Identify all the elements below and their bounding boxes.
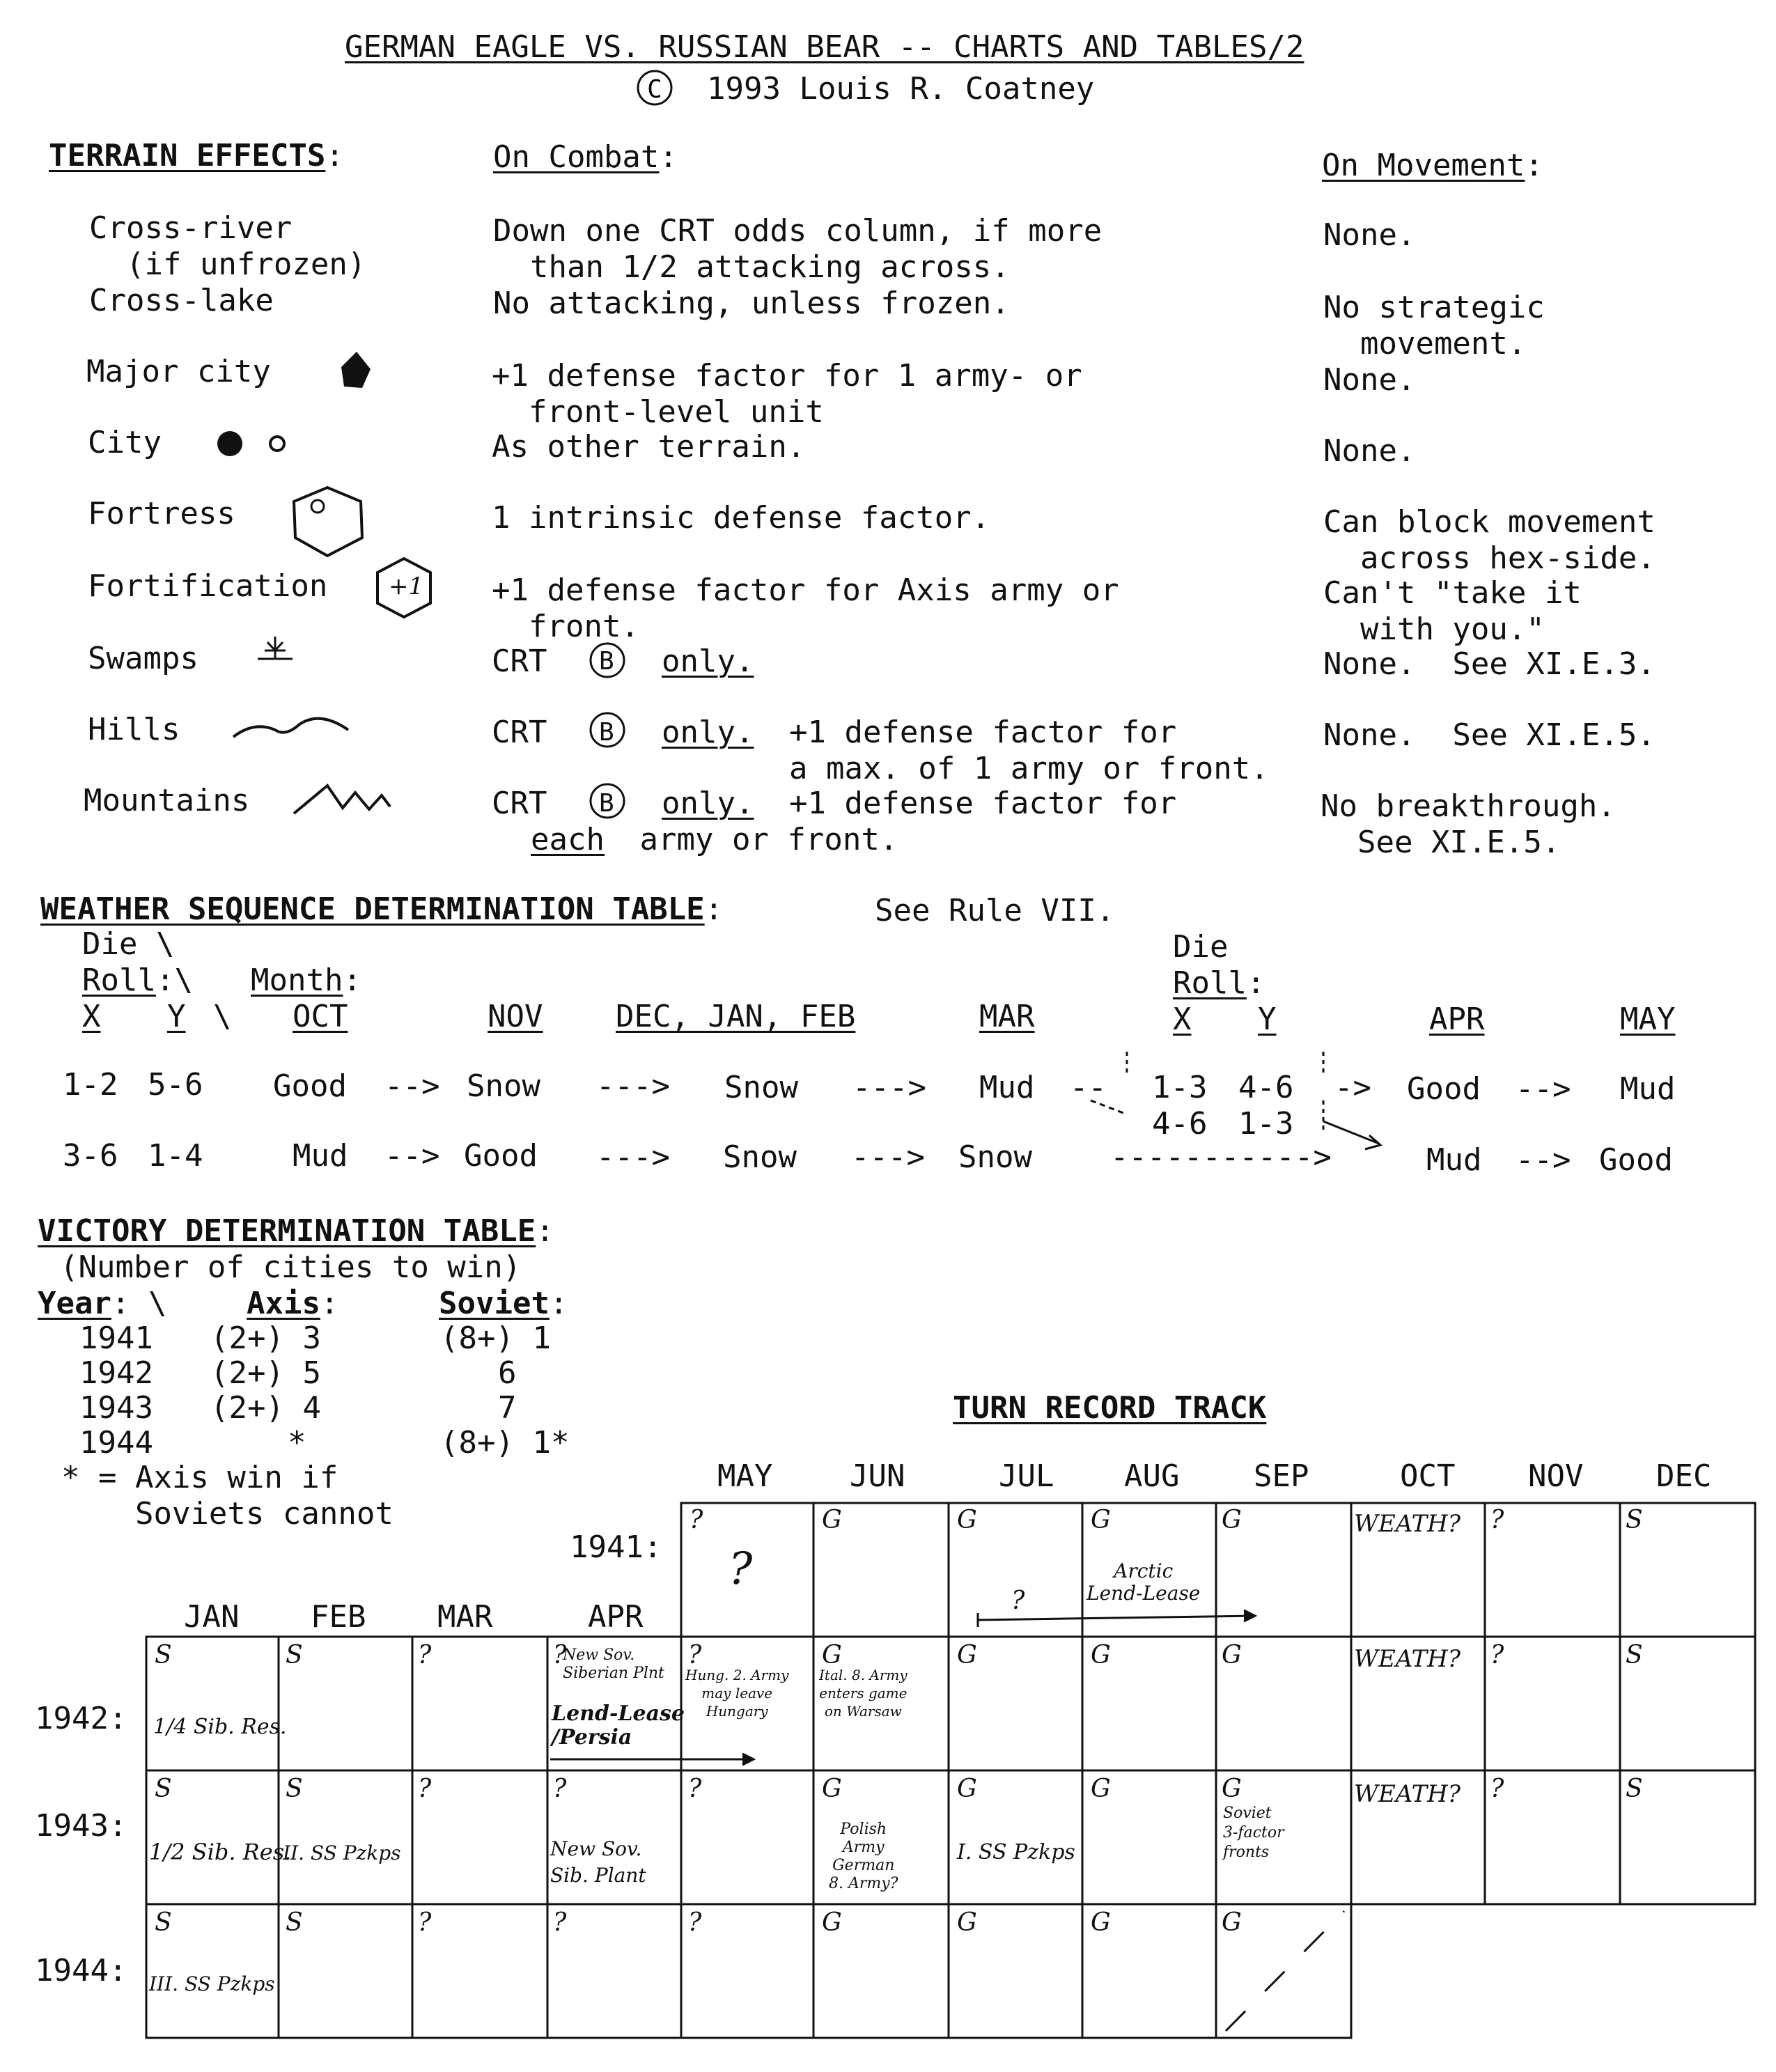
note-jul41: ? xyxy=(1011,1587,1025,1615)
cell-1941-sep: G xyxy=(1222,1506,1242,1534)
month-dec: DEC xyxy=(1656,1458,1712,1494)
cell-1944-jul: G xyxy=(957,1908,977,1937)
w2-arrow: ---> xyxy=(596,1139,670,1175)
note-apr42b: Lend-Lease /Persia xyxy=(552,1701,685,1750)
terrain-combat-mountains: +1 defense factor for xyxy=(752,786,1177,821)
swamps-only: only. xyxy=(662,644,754,679)
cell-1943-jul: G xyxy=(957,1775,977,1803)
victory-axis: (2+) 3 xyxy=(210,1321,321,1356)
terrain-move-cross-river: None. xyxy=(1323,217,1416,253)
w1-y2b: 1-3 xyxy=(1238,1106,1294,1142)
month-aug: AUG xyxy=(1124,1458,1180,1494)
city-ring-icon xyxy=(270,437,284,451)
w2-dec: Snow xyxy=(723,1139,797,1175)
w1-dec: Snow xyxy=(724,1070,798,1105)
w1-nov: Snow xyxy=(467,1068,540,1104)
weather-note: See Rule VII. xyxy=(875,893,1115,928)
cell-1944-apr: ? xyxy=(553,1908,567,1937)
w2-arrow: --> xyxy=(1516,1142,1571,1178)
w2-oct: Mud xyxy=(293,1138,348,1174)
mountains-icon xyxy=(294,786,390,813)
terrain-name-fortification: Fortification xyxy=(88,568,328,604)
fortification-plus-one: +1 xyxy=(389,572,424,600)
movement-heading: On Movement: xyxy=(1322,148,1543,183)
terrain-move-fortress: Can block movement across hex-side. xyxy=(1323,504,1656,576)
year-1942: 1942: xyxy=(35,1701,127,1736)
note-jan44: III. SS Pzkps xyxy=(149,1972,275,1995)
w2-arrow: ---> xyxy=(851,1139,925,1175)
cell-1943-oct: WEATH? xyxy=(1354,1780,1461,1808)
w1-x: 1-2 xyxy=(63,1067,118,1103)
hills-only: only. xyxy=(662,715,754,750)
circle-b-label: B xyxy=(599,789,614,818)
victory-axis: (2+) 4 xyxy=(210,1390,321,1426)
terrain-combat-cross-lake: No attacking, unless frozen. xyxy=(493,286,1010,321)
cell-1941-jul: G xyxy=(957,1506,977,1534)
cell-1943-nov: ? xyxy=(1490,1775,1504,1803)
weather-col-oct: OCT xyxy=(293,999,348,1034)
w2-apr: Mud xyxy=(1426,1142,1482,1178)
terrain-move-mountains: No breakthrough. See XI.E.5. xyxy=(1321,788,1616,860)
note-jul43: I. SS Pzkps xyxy=(957,1840,1075,1864)
w1-arrow: --> xyxy=(1516,1071,1571,1107)
w1-may: Mud xyxy=(1620,1071,1676,1107)
victory-axis-header: Axis: xyxy=(247,1286,339,1321)
cell-1942-feb: S xyxy=(286,1641,303,1669)
mountains-each: each xyxy=(531,822,605,857)
cell-1942-jun: G xyxy=(822,1641,842,1669)
weather-heading: WEATHER SEQUENCE DETERMINATION TABLE: xyxy=(40,891,724,927)
weather-x: X xyxy=(82,999,101,1034)
terrain-combat-hills-crt: CRT xyxy=(492,715,547,750)
w2-long-arrow: -----------> xyxy=(1110,1139,1332,1175)
note-arctic: Arctic Lend-Lease xyxy=(1086,1559,1201,1605)
month-oct: OCT xyxy=(1400,1458,1456,1494)
victory-year: 1943 xyxy=(79,1390,153,1426)
document-title: GERMAN EAGLE VS. RUSSIAN BEAR -- CHARTS AND TABLES/2 xyxy=(345,29,1304,65)
w1-arrow: ---> xyxy=(852,1070,926,1105)
victory-footnote: * = Axis win if Soviets cannot xyxy=(61,1460,394,1532)
weather-col-mar: MAR xyxy=(979,999,1035,1034)
cell-1942-jul: G xyxy=(957,1641,977,1669)
cell-1942-may: ? xyxy=(688,1641,702,1669)
terrain-move-fortification: Can't "take it with you." xyxy=(1323,575,1582,647)
note-apr42a: New Sov. Siberian Plnt xyxy=(563,1646,664,1682)
mountains-army-front: army or front. xyxy=(621,822,898,857)
terrain-combat-city: As other terrain. xyxy=(492,429,806,465)
w1-arrow: ---> xyxy=(596,1068,670,1104)
cell-1943-apr: ? xyxy=(553,1775,567,1803)
cell-1943-feb: S xyxy=(286,1775,303,1803)
w2-arrow: --> xyxy=(384,1138,440,1174)
terrain-name-fortress: Fortress xyxy=(88,496,235,531)
terrain-heading: TERRAIN EFFECTS: xyxy=(49,138,344,173)
cell-1943-jan: S xyxy=(155,1775,172,1803)
w1-arrow: --> xyxy=(384,1068,440,1104)
weather-die: Die \ xyxy=(82,926,175,962)
year-1944: 1944: xyxy=(35,1953,127,1988)
victory-subtitle: (Number of cities to win) xyxy=(60,1249,522,1285)
cell-1944-jun: G xyxy=(822,1908,842,1937)
w1-arrow: -- xyxy=(1070,1070,1107,1105)
major-city-icon xyxy=(341,352,371,388)
terrain-name-cross-lake: Cross-lake xyxy=(89,283,274,318)
turn-track-heading: TURN RECORD TRACK xyxy=(953,1390,1267,1426)
cell-1944-mar: ? xyxy=(418,1908,432,1937)
w1-x2a: 1-3 xyxy=(1152,1070,1208,1105)
terrain-move-hills: None. See XI.E.5. xyxy=(1323,717,1656,753)
note-jun43: Polish Army German 8. Army? xyxy=(829,1821,898,1892)
terrain-move-swamps: None. See XI.E.3. xyxy=(1323,646,1656,682)
month-jul: JUL xyxy=(999,1458,1054,1494)
circle-b-label: B xyxy=(599,718,614,747)
turn-track-grid xyxy=(146,1503,1755,2038)
cell-1942-dec: S xyxy=(1626,1641,1643,1669)
weather-col-nov: NOV xyxy=(488,999,543,1034)
weather-col-dec: DEC, JAN, FEB xyxy=(616,999,856,1034)
w2-y: 1-4 xyxy=(148,1138,203,1174)
cell-1942-jan: S xyxy=(155,1641,172,1669)
city-dot-icon xyxy=(217,431,242,456)
w1-mar: Mud xyxy=(979,1070,1035,1105)
cell-1943-may: ? xyxy=(688,1775,702,1803)
cell-1943-dec: S xyxy=(1626,1775,1643,1803)
terrain-combat-cross-river: Down one CRT odds column, if more than 1/2 attacking across. xyxy=(493,213,1103,285)
cell-1941-nov: ? xyxy=(1490,1506,1504,1534)
cell-1942-mar: ? xyxy=(418,1641,432,1669)
cell-1944-feb: S xyxy=(286,1908,303,1937)
note-feb43: II. SS Pzkps xyxy=(283,1841,401,1864)
terrain-move-cross-lake: No strategic movement. xyxy=(1323,290,1545,361)
hills-icon xyxy=(233,719,348,737)
weather-die2: Die xyxy=(1173,929,1229,965)
terrain-combat-swamps: CRT xyxy=(492,644,547,679)
w2-nov: Good xyxy=(464,1138,538,1174)
weather-roll2: Roll: xyxy=(1173,965,1265,1001)
circle-b-label: B xyxy=(599,647,614,676)
terrain-combat-mountains-crt: CRT xyxy=(492,786,547,821)
terrain-combat-major-city: +1 defense factor for 1 army- or front-level unit xyxy=(492,358,1082,430)
terrain-combat-hills: +1 defense factor for a max. of 1 army or front. xyxy=(788,715,1269,786)
weather-col-may: MAY xyxy=(1620,1002,1676,1037)
copyright-line: 1993 Louis R. Coatney xyxy=(707,71,1095,107)
terrain-move-major-city: None. xyxy=(1323,362,1416,398)
victory-axis: * xyxy=(251,1425,306,1460)
victory-soviet: 7 xyxy=(461,1390,517,1426)
month-jun: JUN xyxy=(850,1458,905,1494)
weather-col-apr: APR xyxy=(1429,1002,1485,1037)
month-may: MAY xyxy=(717,1458,773,1494)
terrain-name-hills: Hills xyxy=(88,712,180,747)
combat-heading: On Combat: xyxy=(493,139,678,175)
note-jan42: 1/4 Sib. Res. xyxy=(153,1715,287,1739)
cell-1942-sep: G xyxy=(1222,1641,1242,1669)
w1-y: 5-6 xyxy=(148,1067,203,1103)
cell-1943-sep: G xyxy=(1222,1775,1242,1803)
month-mar: MAR xyxy=(437,1599,493,1635)
terrain-combat-fortification: +1 defense factor for Axis army or front. xyxy=(492,572,1119,644)
terrain-name-city: City xyxy=(88,425,162,460)
victory-axis: (2+) 5 xyxy=(210,1355,321,1391)
victory-heading: VICTORY DETERMINATION TABLE: xyxy=(38,1213,554,1249)
w2-x: 3-6 xyxy=(63,1138,118,1174)
note-sep43: Soviet 3-factor fronts xyxy=(1223,1805,1284,1861)
cell-1941-dec: S xyxy=(1626,1506,1643,1534)
victory-year-header: Year: \ xyxy=(38,1286,167,1321)
month-apr: APR xyxy=(588,1599,644,1635)
month-feb: FEB xyxy=(311,1599,366,1635)
swamp-icon xyxy=(258,637,293,659)
weather-roll: Roll:\ xyxy=(82,963,193,998)
victory-soviet-header: Soviet: xyxy=(439,1286,568,1321)
weather-y: Y xyxy=(167,999,186,1034)
cell-1942-oct: WEATH? xyxy=(1354,1645,1461,1673)
w1-arrow: -> xyxy=(1334,1070,1371,1105)
weather-backslash: \ xyxy=(213,999,232,1034)
w1-oct: Good xyxy=(273,1068,347,1104)
note-jan43: 1/2 Sib. Res. xyxy=(149,1839,292,1865)
victory-soviet: 6 xyxy=(461,1355,517,1391)
note-jun42: Ital. 8. Army enters game on Warsaw xyxy=(819,1667,908,1720)
victory-year: 1944 xyxy=(79,1425,153,1460)
cell-1941-oct: WEATH? xyxy=(1354,1510,1461,1538)
terrain-combat-fortress: 1 intrinsic defense factor. xyxy=(492,500,990,536)
note-may42: Hung. 2. Army may leave Hungary xyxy=(685,1667,789,1720)
victory-soviet: (8+) 1* xyxy=(440,1425,570,1460)
fortress-hex-icon xyxy=(294,488,362,556)
cell-1944-jan: S xyxy=(155,1908,172,1937)
cell-1944-aug: G xyxy=(1091,1908,1111,1937)
svg-text:C: C xyxy=(647,75,662,104)
cell-1941-may: ? xyxy=(690,1506,703,1534)
victory-year: 1942 xyxy=(79,1355,153,1391)
terrain-name-swamps: Swamps xyxy=(88,641,198,676)
victory-soviet: (8+) 1 xyxy=(440,1321,551,1356)
weather-y2: Y xyxy=(1258,1002,1277,1037)
cell-1942-apr: ? xyxy=(553,1641,567,1669)
w2-may: Good xyxy=(1599,1142,1673,1178)
w1-y2a: 4-6 xyxy=(1238,1070,1294,1105)
terrain-name-cross-river: Cross-river (if unfrozen) xyxy=(89,210,366,282)
w2-mar: Snow xyxy=(958,1139,1032,1175)
month-jan: JAN xyxy=(184,1599,240,1635)
year-1943: 1943: xyxy=(35,1808,127,1844)
cell-1941-aug: G xyxy=(1091,1506,1111,1534)
cell-1942-nov: ? xyxy=(1490,1641,1504,1669)
cell-1944-sep: G xyxy=(1222,1908,1242,1937)
mountains-only: only. xyxy=(662,786,754,821)
w1-apr: Good xyxy=(1407,1071,1481,1107)
month-sep: SEP xyxy=(1254,1458,1309,1494)
cell-1942-aug: G xyxy=(1091,1641,1111,1669)
note-apr43: New Sov. Sib. Plant xyxy=(550,1837,646,1887)
note-may41: ? xyxy=(729,1543,753,1595)
terrain-name-major-city: Major city xyxy=(86,354,271,389)
cell-1944-may: ? xyxy=(688,1908,702,1937)
weather-x2: X xyxy=(1173,1002,1192,1037)
cell-1941-jun: G xyxy=(822,1506,842,1534)
victory-year: 1941 xyxy=(79,1321,153,1356)
weather-month: Month: xyxy=(251,963,361,998)
cell-1943-aug: G xyxy=(1091,1775,1111,1803)
year-1941: 1941: xyxy=(570,1529,662,1565)
w1-x2b: 4-6 xyxy=(1152,1106,1208,1142)
cell-1943-jun: G xyxy=(822,1775,842,1803)
month-nov: NOV xyxy=(1528,1458,1584,1494)
cell-1943-mar: ? xyxy=(418,1775,432,1803)
terrain-name-mountains: Mountains xyxy=(84,783,250,818)
terrain-move-city: None. xyxy=(1323,433,1416,469)
